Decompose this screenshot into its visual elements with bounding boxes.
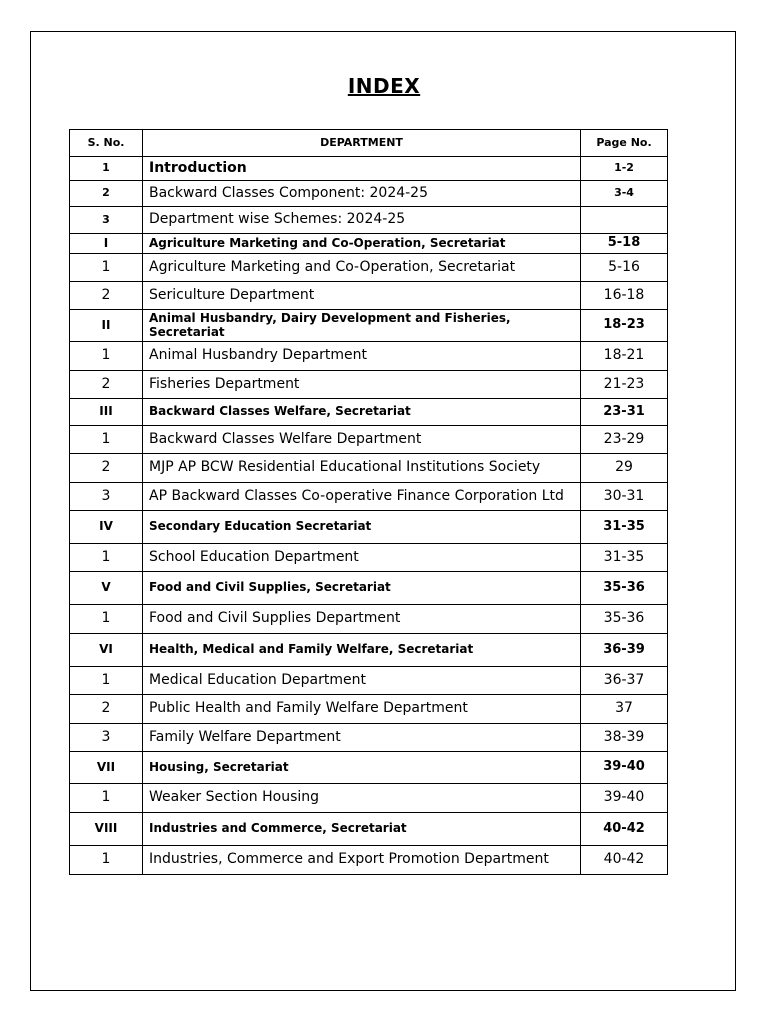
table-row xyxy=(70,282,668,310)
row-department: Animal Husbandry Department xyxy=(143,342,581,371)
row-page: 31-35 xyxy=(581,511,668,544)
row-sno: 1 xyxy=(70,544,143,572)
table-row xyxy=(70,511,668,544)
table-row xyxy=(70,724,668,752)
row-page: 1-2 xyxy=(581,157,668,181)
row-department: AP Backward Classes Co-operative Finance Corporation Ltd xyxy=(143,483,581,511)
table-header-row xyxy=(70,130,668,157)
row-sno: II xyxy=(70,310,143,342)
row-page: 3-4 xyxy=(581,181,668,207)
row-department: Fisheries Department xyxy=(143,371,581,399)
table-row xyxy=(70,605,668,634)
row-department: Public Health and Family Welfare Department xyxy=(143,695,581,724)
row-department: Department wise Schemes: 2024-25 xyxy=(143,207,581,234)
row-page: 36-37 xyxy=(581,667,668,695)
table-row xyxy=(70,752,668,784)
row-page: 39-40 xyxy=(581,784,668,813)
table-row xyxy=(70,234,668,254)
table-row xyxy=(70,426,668,454)
row-page: 36-39 xyxy=(581,634,668,667)
row-page: 18-21 xyxy=(581,342,668,371)
row-page: 5-16 xyxy=(581,254,668,282)
column-header-sno: S. No. xyxy=(70,130,143,157)
row-department: Sericulture Department xyxy=(143,282,581,310)
row-page: 23-31 xyxy=(581,399,668,426)
table-row xyxy=(70,181,668,207)
table-row xyxy=(70,667,668,695)
row-page: 40-42 xyxy=(581,846,668,875)
table-row xyxy=(70,310,668,342)
table-row xyxy=(70,454,668,483)
table-row xyxy=(70,342,668,371)
row-page: 21-23 xyxy=(581,371,668,399)
row-page: 31-35 xyxy=(581,544,668,572)
row-sno: 1 xyxy=(70,254,143,282)
row-department: Secondary Education Secretariat xyxy=(143,511,581,544)
column-header-page: Page No. xyxy=(581,130,668,157)
row-sno: IV xyxy=(70,511,143,544)
row-department: Medical Education Department xyxy=(143,667,581,695)
row-department: MJP AP BCW Residential Educational Institutions Society xyxy=(143,454,581,483)
row-sno: VI xyxy=(70,634,143,667)
row-page: 37 xyxy=(581,695,668,724)
row-sno: 2 xyxy=(70,282,143,310)
row-sno: 2 xyxy=(70,181,143,207)
table-row xyxy=(70,572,668,605)
row-sno: VIII xyxy=(70,813,143,846)
row-sno: 2 xyxy=(70,371,143,399)
row-department: Food and Civil Supplies Department xyxy=(143,605,581,634)
column-header-department: DEPARTMENT xyxy=(143,130,581,157)
index-table xyxy=(69,129,668,875)
row-page: 40-42 xyxy=(581,813,668,846)
table-row xyxy=(70,399,668,426)
row-department: Family Welfare Department xyxy=(143,724,581,752)
table-row xyxy=(70,157,668,181)
row-sno: 3 xyxy=(70,483,143,511)
table-row xyxy=(70,634,668,667)
row-page: 18-23 xyxy=(581,310,668,342)
table-row xyxy=(70,544,668,572)
row-page xyxy=(581,207,668,234)
table-row xyxy=(70,813,668,846)
row-department: Food and Civil Supplies, Secretariat xyxy=(143,572,581,605)
row-department: Backward Classes Component: 2024-25 xyxy=(143,181,581,207)
row-department: Industries, Commerce and Export Promotion Department xyxy=(143,846,581,875)
table-row xyxy=(70,371,668,399)
row-sno: 1 xyxy=(70,784,143,813)
row-department: Weaker Section Housing xyxy=(143,784,581,813)
row-department: Animal Husbandry, Dairy Development and Fisheries, Secretariat xyxy=(143,310,581,342)
row-page: 5-18 xyxy=(581,234,668,254)
row-page: 23-29 xyxy=(581,426,668,454)
row-department: Health, Medical and Family Welfare, Secretariat xyxy=(143,634,581,667)
row-sno: 1 xyxy=(70,426,143,454)
row-page: 39-40 xyxy=(581,752,668,784)
row-sno: 2 xyxy=(70,454,143,483)
row-sno: 1 xyxy=(70,846,143,875)
row-page: 29 xyxy=(581,454,668,483)
row-sno: 3 xyxy=(70,207,143,234)
row-department: Backward Classes Welfare Department xyxy=(143,426,581,454)
row-department: Agriculture Marketing and Co-Operation, Secretariat xyxy=(143,254,581,282)
row-page: 35-36 xyxy=(581,605,668,634)
row-department: Industries and Commerce, Secretariat xyxy=(143,813,581,846)
row-sno: III xyxy=(70,399,143,426)
row-sno: V xyxy=(70,572,143,605)
table-row xyxy=(70,784,668,813)
table-row xyxy=(70,207,668,234)
row-sno: 1 xyxy=(70,157,143,181)
row-sno: 1 xyxy=(70,667,143,695)
row-department: Introduction xyxy=(143,157,581,181)
row-page: 16-18 xyxy=(581,282,668,310)
table-row xyxy=(70,254,668,282)
row-department: Backward Classes Welfare, Secretariat xyxy=(143,399,581,426)
row-page: 30-31 xyxy=(581,483,668,511)
table-row xyxy=(70,483,668,511)
row-sno: 2 xyxy=(70,695,143,724)
row-sno: 1 xyxy=(70,342,143,371)
row-page: 35-36 xyxy=(581,572,668,605)
row-sno: 1 xyxy=(70,605,143,634)
row-page: 38-39 xyxy=(581,724,668,752)
row-sno: VII xyxy=(70,752,143,784)
row-department: Agriculture Marketing and Co-Operation, Secretariat xyxy=(143,234,581,254)
table-row xyxy=(70,846,668,875)
row-sno: 3 xyxy=(70,724,143,752)
row-sno: I xyxy=(70,234,143,254)
page-title: INDEX xyxy=(347,74,421,98)
row-department: School Education Department xyxy=(143,544,581,572)
row-department: Housing, Secretariat xyxy=(143,752,581,784)
table-row xyxy=(70,695,668,724)
